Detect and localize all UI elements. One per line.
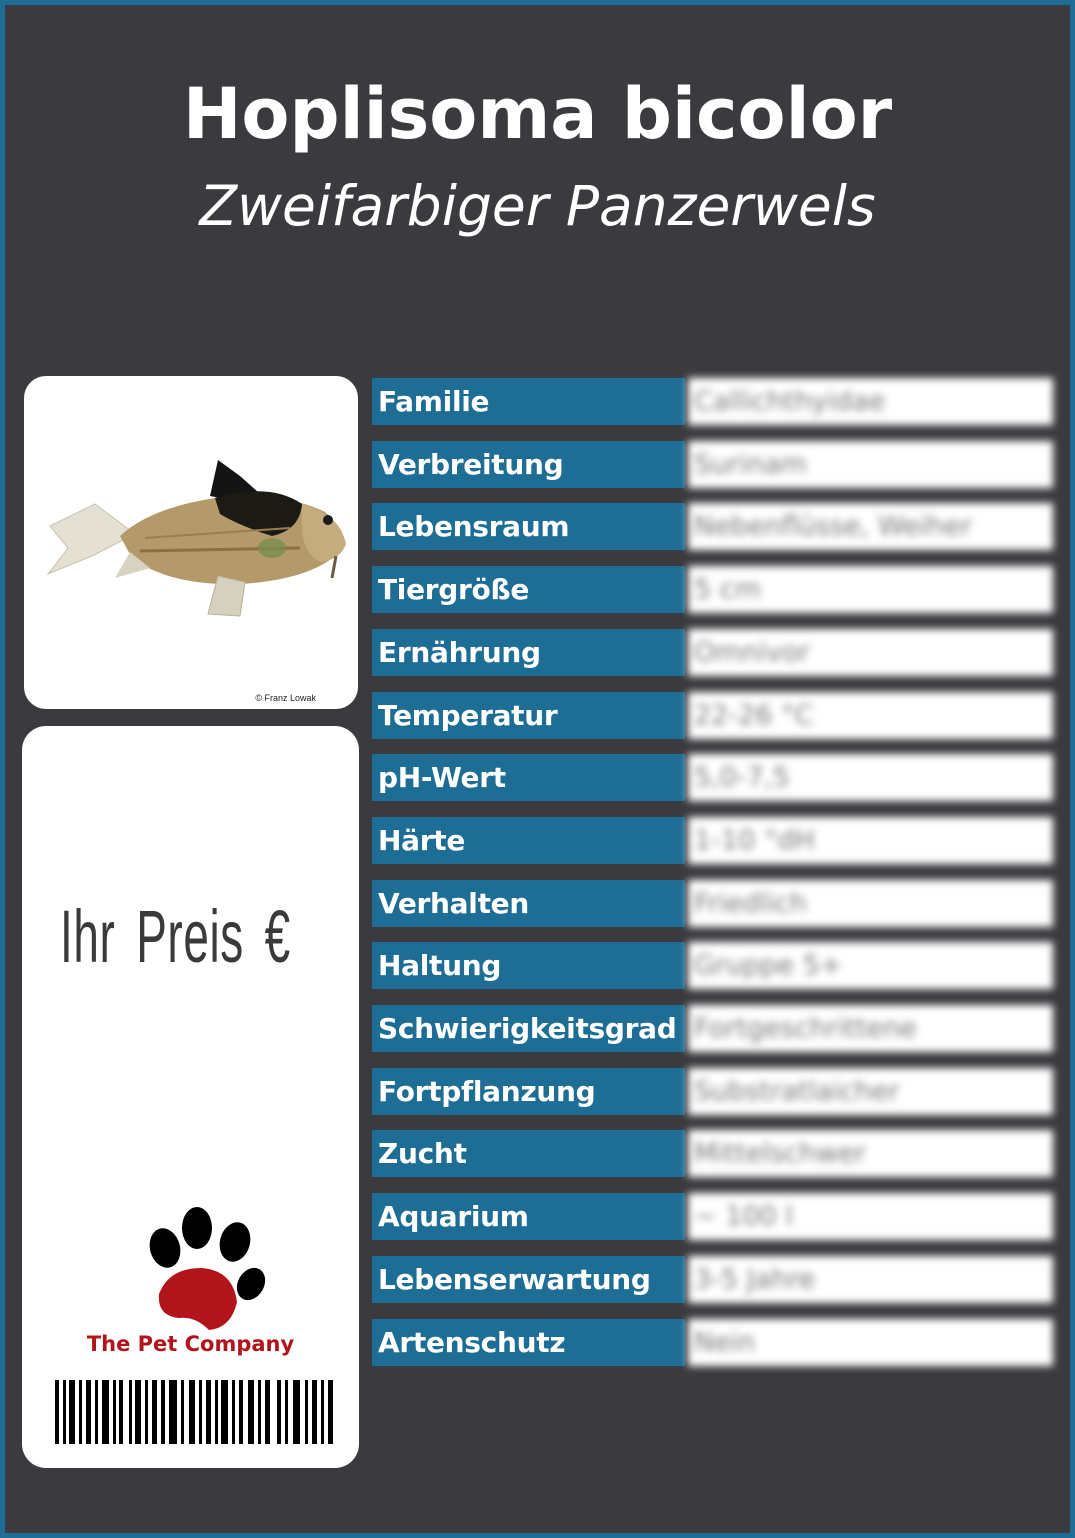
table-row — [372, 1256, 1053, 1303]
fact-label: Temperatur — [372, 692, 685, 739]
table-row — [372, 1319, 1053, 1366]
fact-value: Omnivor — [688, 629, 1053, 676]
fact-label: Ernährung — [372, 629, 685, 676]
fact-label: Schwierigkeitsgrad — [372, 1005, 685, 1052]
fact-value: Mittelschwer — [688, 1130, 1053, 1177]
fact-value: Gruppe 5+ — [688, 942, 1053, 989]
table-row — [372, 754, 1053, 801]
fact-label: Haltung — [372, 942, 685, 989]
fact-value: 1-10 °dH — [688, 817, 1053, 864]
fact-label: pH-Wert — [372, 754, 685, 801]
table-row — [372, 378, 1053, 425]
table-row — [372, 1130, 1053, 1177]
fact-value: 5,0-7,5 — [688, 754, 1053, 801]
fact-label: Lebenserwartung — [372, 1256, 685, 1303]
fact-label: Fortpflanzung — [372, 1068, 685, 1115]
fact-label: Lebensraum — [372, 503, 685, 550]
photo-credit: © Franz Lowak — [255, 693, 316, 703]
fact-label: Zucht — [372, 1130, 685, 1177]
table-row — [372, 566, 1053, 613]
fact-value: Nein — [688, 1319, 1053, 1366]
fact-value: Nebenflüsse, Weiher — [688, 503, 1053, 550]
fact-value: Fortgeschrittene — [688, 1005, 1053, 1052]
fact-label: Familie — [372, 378, 685, 425]
table-row — [372, 1193, 1053, 1240]
price-label: Ihr Preis € — [60, 895, 291, 978]
table-row — [372, 692, 1053, 739]
photo-card — [24, 376, 358, 709]
fact-value: Surinam — [688, 441, 1053, 488]
fact-value: Substratlaicher — [688, 1068, 1053, 1115]
paw-logo-icon — [139, 1206, 279, 1336]
fact-label: Härte — [372, 817, 685, 864]
fact-value: 22-26 °C — [688, 692, 1053, 739]
fact-label: Verbreitung — [372, 441, 685, 488]
fact-value: 3-5 Jahre — [688, 1256, 1053, 1303]
brand-name: The Pet Company — [86, 1332, 295, 1356]
fact-label: Verhalten — [372, 880, 685, 927]
fact-value: Callichthyidae — [688, 378, 1053, 425]
barcode-icon — [55, 1380, 333, 1444]
fact-label: Tiergröße — [372, 566, 685, 613]
table-row — [372, 441, 1053, 488]
fact-value: 5 cm — [688, 566, 1053, 613]
page-title: Hoplisoma bicolor — [182, 73, 893, 155]
price-card — [22, 726, 359, 1468]
table-row — [372, 503, 1053, 550]
table-row — [372, 942, 1053, 989]
table-row — [372, 1005, 1053, 1052]
fact-value: Friedlich — [688, 880, 1053, 927]
page-subtitle: Zweifarbiger Panzerwels — [199, 174, 876, 238]
table-row — [372, 880, 1053, 927]
table-row — [372, 1068, 1053, 1115]
fact-label: Artenschutz — [372, 1319, 685, 1366]
table-row — [372, 629, 1053, 676]
fish-image — [40, 456, 350, 626]
fact-value: ~ 100 l — [688, 1193, 1053, 1240]
table-row — [372, 817, 1053, 864]
fact-label: Aquarium — [372, 1193, 685, 1240]
